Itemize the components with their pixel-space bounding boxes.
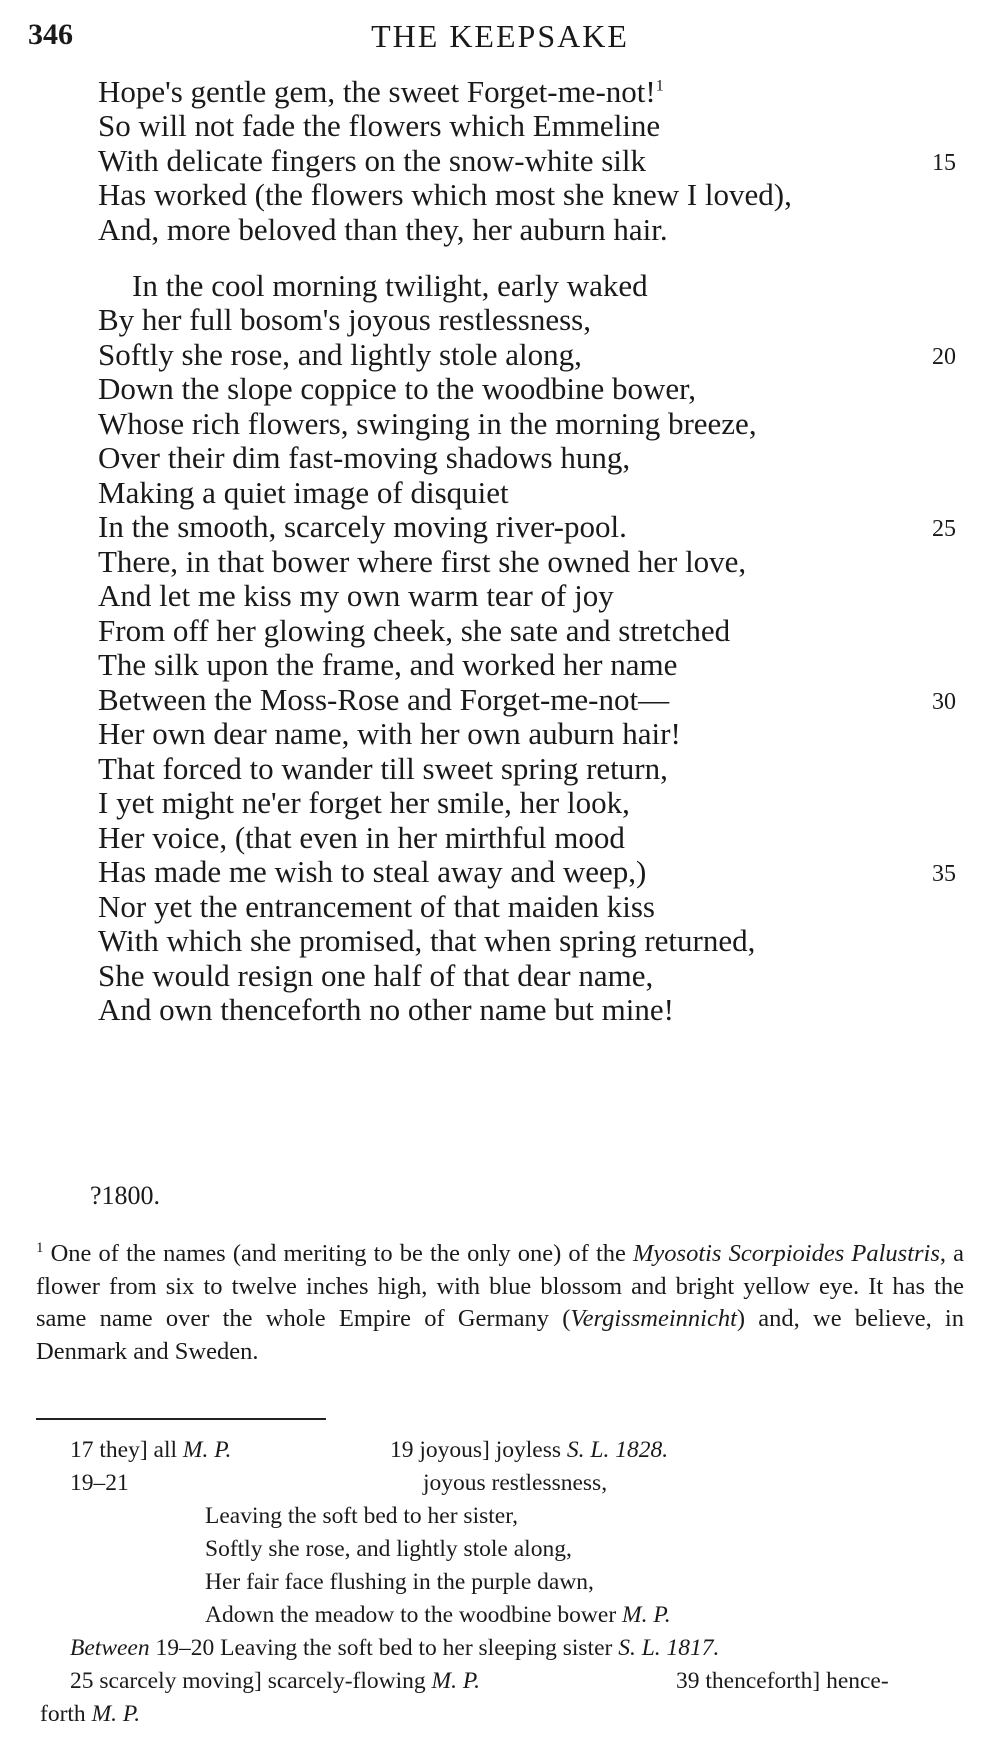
line-number: 25 (932, 516, 956, 542)
poem-line: Her voice, (that even in her mirthful mood (98, 820, 625, 855)
variant-note: Leaving the soft bed to her sister, (205, 1503, 518, 1529)
poem-line: There, in that bower where first she owned her love, (98, 544, 747, 579)
poem-line: That forced to wander till sweet spring return, (98, 751, 668, 786)
footnote-ref: 1 (655, 77, 664, 95)
poem-line: Her own dear name, with her own auburn hair! (98, 716, 681, 751)
poem-line: The silk upon the frame, and worked her name (98, 647, 678, 682)
variant-note: Softly she rose, and lightly stole along, (205, 1536, 572, 1562)
page-number: 346 (28, 18, 73, 51)
poem-line: By her full bosom's joyous restlessness, (98, 302, 591, 337)
poem-line: Between the Moss-Rose and Forget-me-not— (98, 682, 670, 717)
poem-line: And, more beloved than they, her auburn hair. (98, 212, 668, 247)
variant-note: 25 scarcely moving] scarcely-flowing M. P. (70, 1668, 481, 1694)
poem-line: Over their dim fast-moving shadows hung, (98, 440, 631, 475)
poem-line: So will not fade the flowers which Emmeline (98, 108, 661, 143)
variant-note: joyous restlessness, (423, 1470, 608, 1496)
variant-note: Between 19–20 Leaving the soft bed to her sleeping sister S. L. 1817. (70, 1635, 720, 1661)
poem-line: And own thenceforth no other name but mine! (98, 992, 674, 1027)
poem-line: With which she promised, that when spring returned, (98, 923, 756, 958)
poem-line: Making a quiet image of disquiet (98, 475, 509, 510)
poem-line: In the cool morning twilight, early waked (132, 268, 648, 303)
footnote-marker: 1 (36, 1240, 44, 1256)
poem-line: Nor yet the entrancement of that maiden kiss (98, 889, 655, 924)
poem-line: I yet might ne'er forget her smile, her look, (98, 785, 630, 820)
line-number: 20 (932, 344, 956, 370)
poem-line: With delicate fingers on the snow-white silk (98, 143, 647, 178)
variant-note: Adown the meadow to the woodbine bower M. P. (205, 1602, 671, 1628)
poem-line: In the smooth, scarcely moving river-pool. (98, 509, 627, 544)
variant-note: 19 joyous] joyless S. L. 1828. (390, 1437, 669, 1463)
poem-line: From off her glowing cheek, she sate and stretched (98, 613, 731, 648)
variant-note: Her fair face flushing in the purple dawn, (205, 1569, 594, 1595)
line-number: 15 (932, 150, 956, 176)
poem-line: Has made me wish to steal away and weep,) (98, 854, 647, 889)
poem-line: Has worked (the flowers which most she knew I loved), (98, 177, 792, 212)
variant-note: 39 thenceforth] hence- (676, 1668, 889, 1694)
variant-note: 17 they] all M. P. (70, 1437, 232, 1463)
poem-line: She would resign one half of that dear name, (98, 958, 654, 993)
poem-line: Whose rich flowers, swinging in the morning breeze, (98, 406, 757, 441)
line-number: 30 (932, 689, 956, 715)
footnote: $^1$ One of the names (and meriting to be the only one) of the Myosotis Scorpioides Palustris, a flower from six to twelve inches high, with blue blossom and bright yellow eye. It has the same name over the whole Empire of Germany (Vergissmeinnicht) and, we believe, in Denmark and Sweden. (36, 1240, 964, 1365)
line-number: 35 (932, 861, 956, 887)
poem-line: And let me kiss my own warm tear of joy (98, 578, 614, 613)
poem-line: Hope's gentle gem, the sweet Forget-me-not!$^1$ (98, 74, 664, 109)
running-head: THE KEEPSAKE (371, 18, 629, 54)
poem-line: Softly she rose, and lightly stole along, (98, 337, 582, 372)
variant-note: forth M. P. (40, 1701, 141, 1727)
variant-note-number: 19–21 (70, 1470, 129, 1496)
poem-date: ?1800. (90, 1181, 161, 1210)
poem-line: Down the slope coppice to the woodbine bower, (98, 371, 696, 406)
footnote-rule (36, 1418, 326, 1420)
